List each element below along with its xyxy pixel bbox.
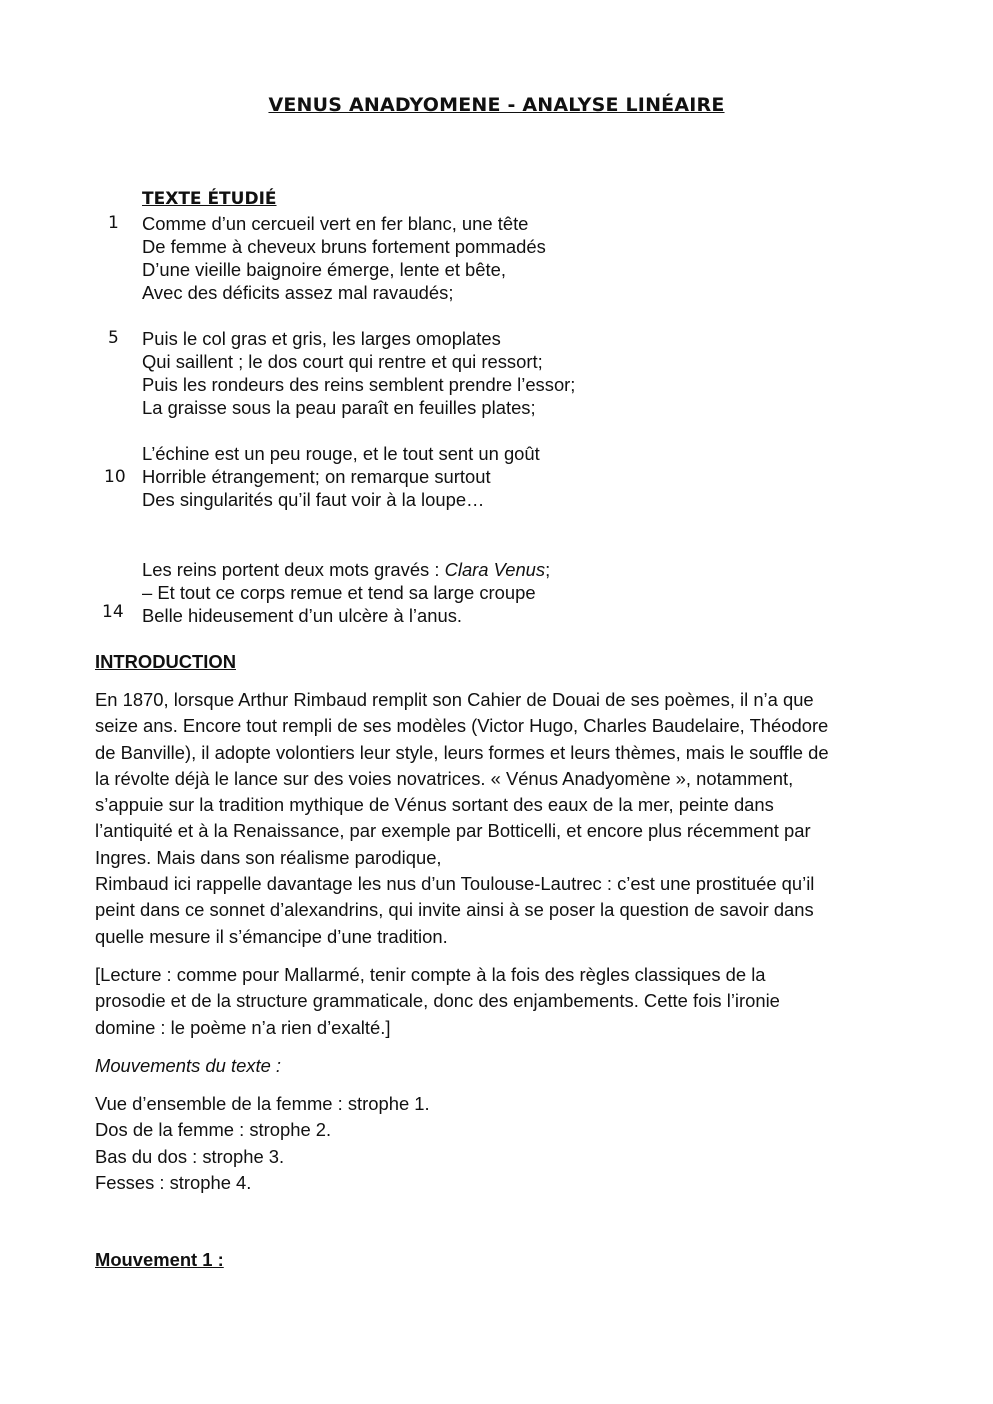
reading-note-paragraph bbox=[95, 962, 905, 1041]
movements-label: Mouvements du texte : bbox=[95, 1055, 282, 1076]
poem-line: De femme à cheveux bruns fortement pommadés bbox=[142, 236, 546, 257]
poem-line-text: Les reins portent deux mots gravés : bbox=[142, 559, 445, 580]
movement-item: Fesses : strophe 4. bbox=[95, 1171, 252, 1193]
paragraph-line: l’antiquité et à la Renaissance, par exemple par Botticelli, et encore plus récemment par bbox=[95, 820, 811, 842]
poem-line: – Et tout ce corps remue et tend sa large croupe bbox=[142, 582, 536, 603]
introduction-paragraph bbox=[95, 687, 905, 950]
poem-line: La graisse sous la peau paraît en feuilles plates; bbox=[142, 397, 536, 418]
poem-line: Horrible étrangement; on remarque surtout bbox=[142, 466, 491, 487]
movements-list bbox=[95, 1091, 905, 1196]
poem-line: Avec des déficits assez mal ravaudés; bbox=[142, 282, 454, 303]
paragraph-line: prosodie et de la structure grammaticale, donc des enjambements. Cette fois l’ironie bbox=[95, 990, 780, 1012]
poem-line: D’une vieille baignoire émerge, lente et bête, bbox=[142, 259, 506, 280]
paragraph-line: [Lecture : comme pour Mallarmé, tenir compte à la fois des règles classiques de la bbox=[95, 964, 766, 985]
poem-line: Comme d’un cercueil vert en fer blanc, une tête bbox=[142, 213, 529, 234]
paragraph-line: quelle mesure il s’émancipe d’une tradition. bbox=[95, 925, 448, 947]
poem-line bbox=[142, 558, 550, 581]
paragraph-line: En 1870, lorsque Arthur Rimbaud remplit son Cahier de Douai de ses poèmes, il n’a que bbox=[95, 689, 814, 710]
paragraph-line: de Banville), il adopte volontiers leur style, leurs formes et leurs thèmes, mais le souffle de bbox=[95, 741, 829, 763]
paragraph-line: la révolte déjà le lance sur des voies novatrices. « Vénus Anadyomène », notamment, bbox=[95, 767, 794, 789]
paragraph-line: Ingres. Mais dans son réalisme parodique, bbox=[95, 846, 442, 868]
paragraph-line: domine : le poème n’a rien d’exalté.] bbox=[95, 1016, 391, 1038]
line-number-5: 5 bbox=[108, 328, 119, 348]
document-title: VENUS ANADYOMENE - ANALYSE LINÉAIRE bbox=[268, 94, 725, 116]
movement-item: Bas du dos : strophe 3. bbox=[95, 1145, 285, 1167]
paragraph-line: Rimbaud ici rappelle davantage les nus d’un Toulouse-Lautrec : c’est une prostituée qu’il bbox=[95, 873, 815, 895]
poem-line: Des singularités qu’il faut voir à la loupe… bbox=[142, 489, 485, 510]
movement-item: Vue d’ensemble de la femme : strophe 1. bbox=[95, 1093, 430, 1114]
poem-line: Qui saillent ; le dos court qui rentre et qui ressort; bbox=[142, 351, 543, 372]
poem-line-italic: Clara Venus bbox=[444, 559, 546, 580]
line-number-1: 1 bbox=[108, 213, 119, 233]
line-number-14: 14 bbox=[102, 602, 124, 622]
poem-line: Puis les rondeurs des reins semblent prendre l’essor; bbox=[142, 374, 576, 395]
poem-line: L’échine est un peu rouge, et le tout sent un goût bbox=[142, 443, 540, 464]
movement-item: Dos de la femme : strophe 2. bbox=[95, 1119, 332, 1141]
line-number-10: 10 bbox=[104, 467, 126, 487]
introduction-heading: INTRODUCTION bbox=[95, 651, 236, 672]
poem-line: Puis le col gras et gris, les larges omoplates bbox=[142, 328, 501, 349]
mouvement-1-heading: Mouvement 1 : bbox=[95, 1249, 224, 1270]
paragraph-line: s’appuie sur la tradition mythique de Vénus sortant des eaux de la mer, peinte dans bbox=[95, 794, 774, 816]
paragraph-line: peint dans ce sonnet d’alexandrins, qui invite ainsi à se poser la question de savoir dans bbox=[95, 899, 814, 921]
paragraph-line: seize ans. Encore tout rempli de ses modèles (Victor Hugo, Charles Baudelaire, Théodore bbox=[95, 715, 829, 737]
poem-heading: TEXTE ÉTUDIÉ bbox=[142, 189, 277, 209]
poem-line: Belle hideusement d’un ulcère à l’anus. bbox=[142, 605, 462, 626]
poem-line-end: ; bbox=[545, 559, 551, 580]
